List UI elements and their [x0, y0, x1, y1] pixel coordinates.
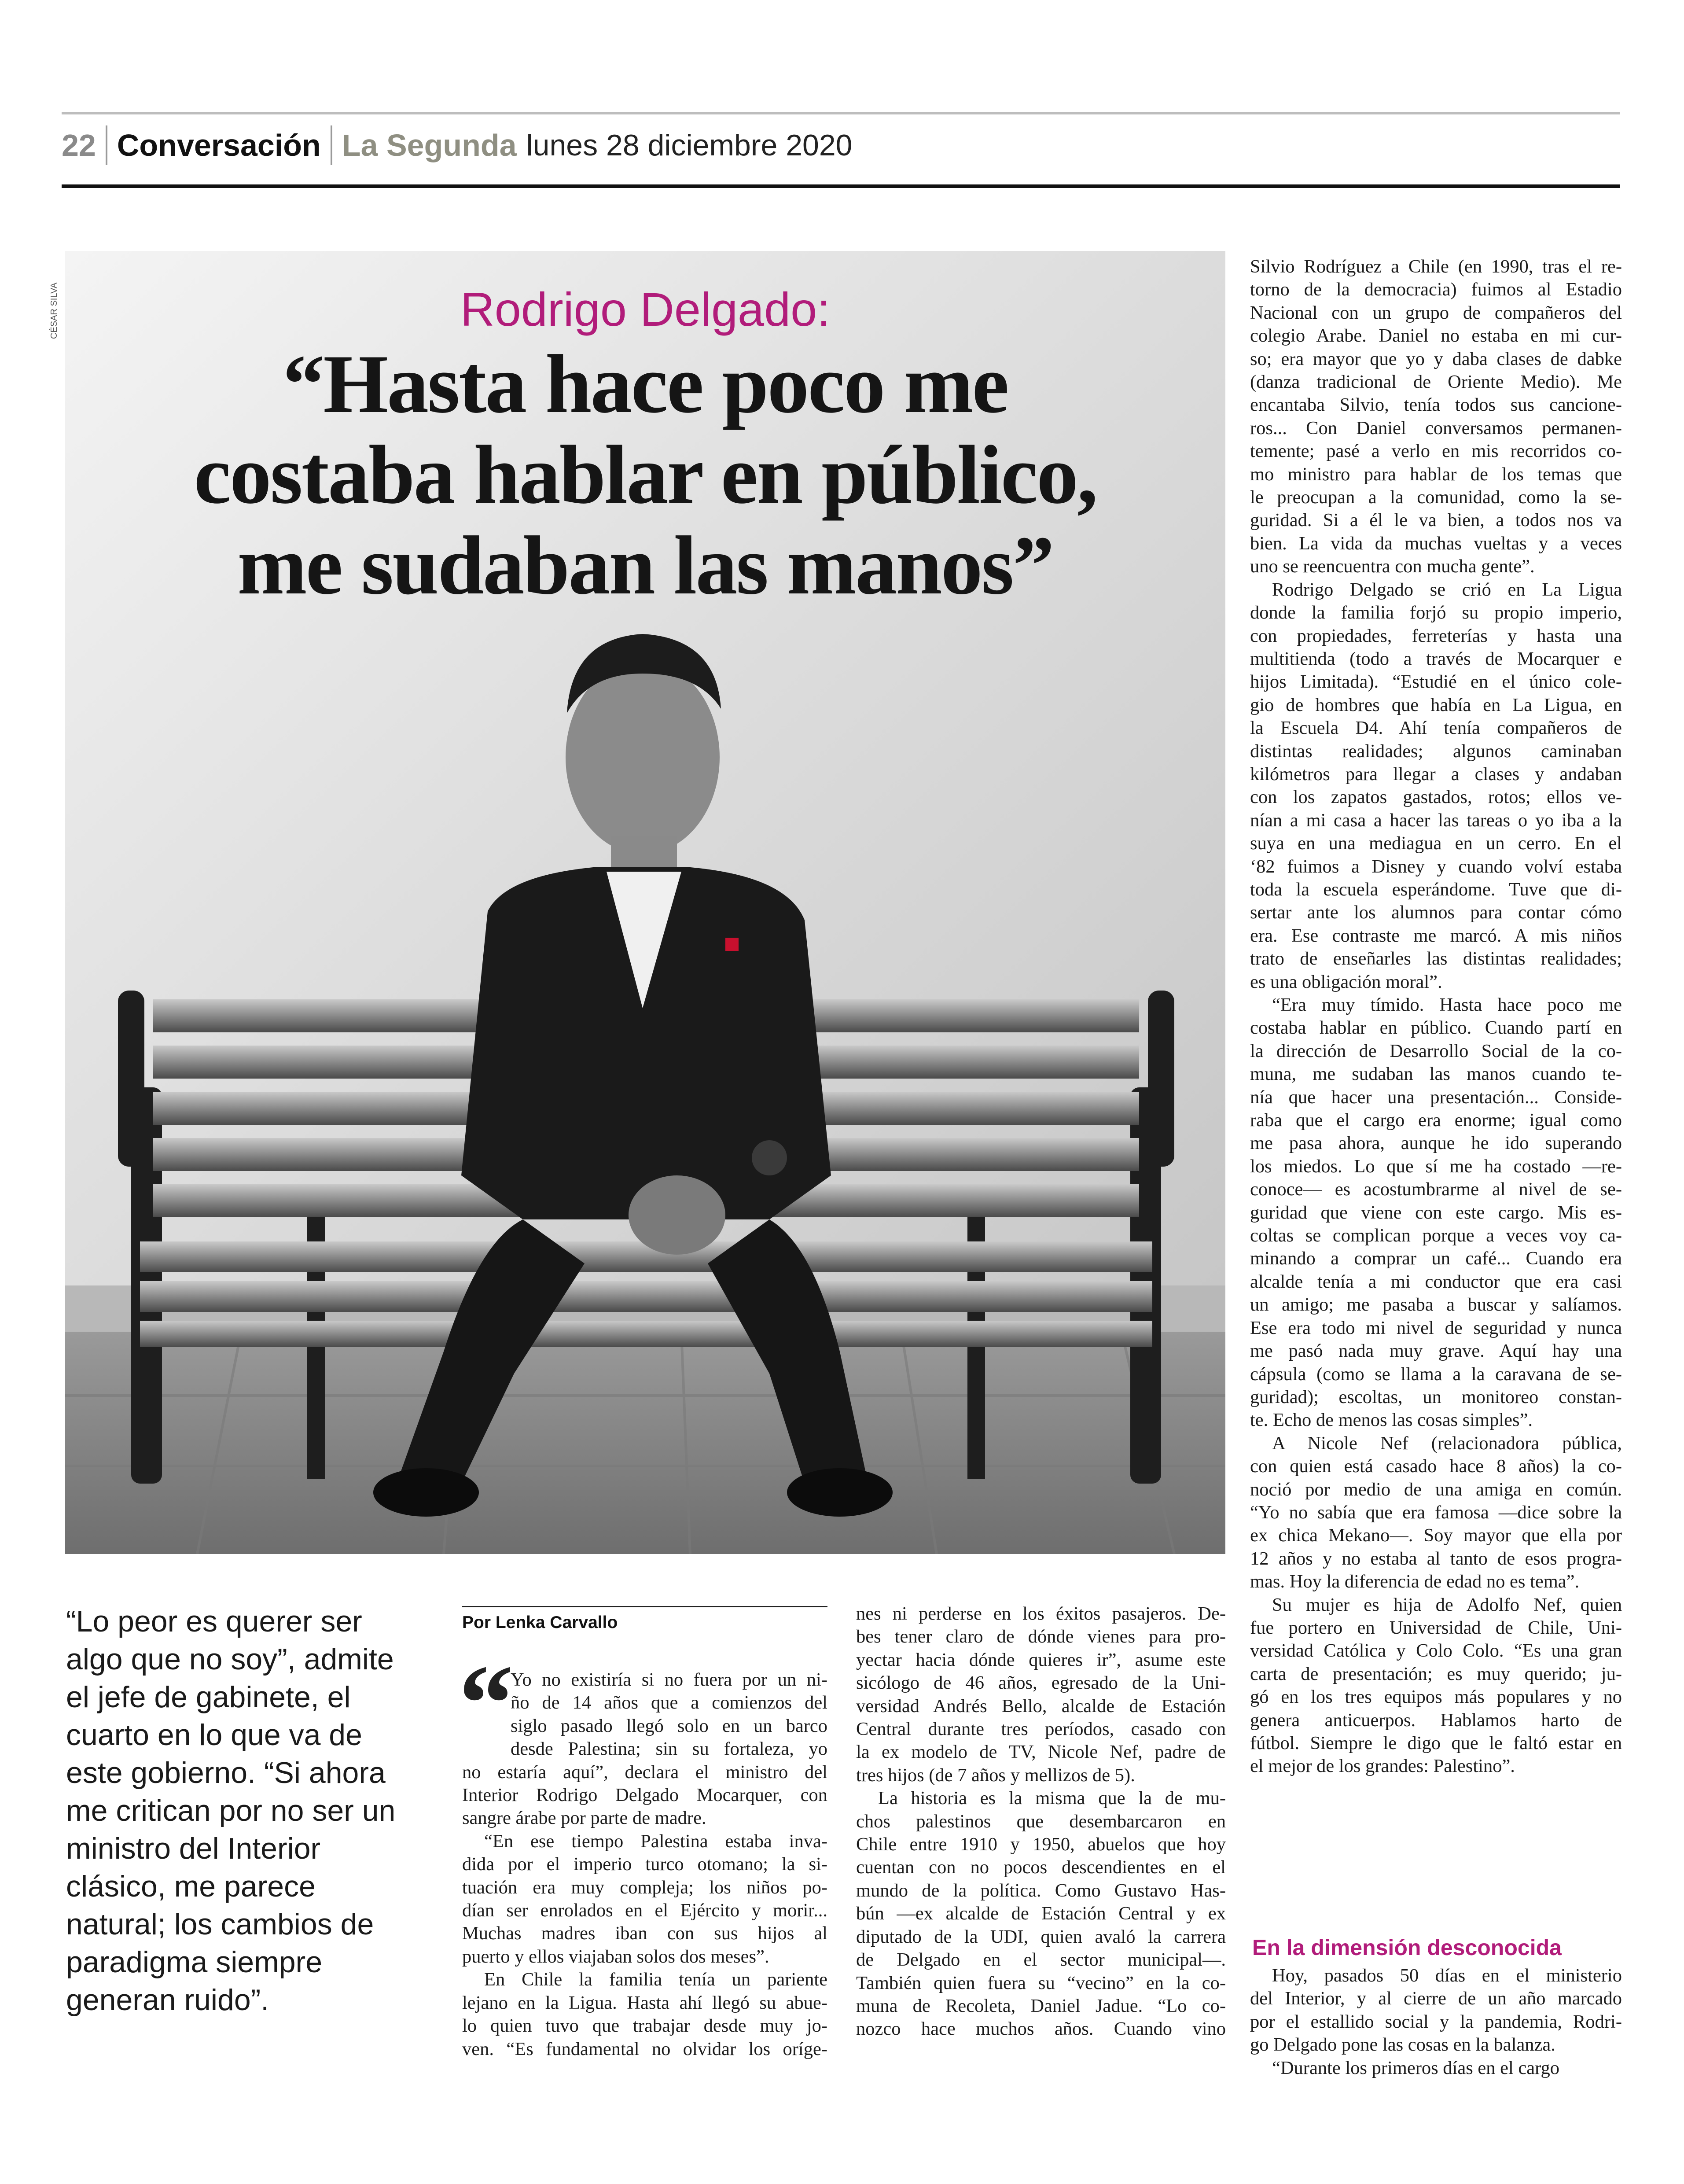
- text-line: “Era muy tímido. Hasta hace poco me: [1272, 994, 1622, 1015]
- text-line: nozco hace muchos años. Cuando vino: [856, 2018, 1226, 2040]
- text-line: carta de presentación; es muy querido; ju-: [1250, 1663, 1622, 1684]
- text-line: le preocupan a la comunidad, como la se-: [1250, 487, 1622, 508]
- pull-quote-line: paradigma siempre: [66, 1945, 323, 1979]
- text-line: “En ese tiempo Palestina estaba inva-: [484, 1830, 827, 1852]
- text-line: de Delgado en el sector municipal—.: [856, 1949, 1226, 1970]
- text-line: sangre árabe por parte de madre.: [462, 1808, 706, 1829]
- text-line: me pasa ahora, aunque he ido superando: [1250, 1133, 1622, 1154]
- text-line: tres hijos (de 7 años y mellizos de 5).: [856, 1764, 1135, 1786]
- text-line: dían ser enrolados en el Ejército y morir...: [462, 1900, 827, 1921]
- headline-line: costaba hablar en público,: [194, 429, 1097, 521]
- pull-quote-line: generan ruido”.: [66, 1983, 269, 2017]
- text-line: raba que el cargo era enorme; igual como: [1250, 1110, 1622, 1131]
- text-line: go Delgado pone las cosas en la balanza.: [1250, 2034, 1555, 2055]
- text-line: Hoy, pasados 50 días en el ministerio: [1272, 1965, 1622, 1986]
- text-line: guridad que viene con este cargo. Mis es-: [1250, 1202, 1622, 1223]
- text-line: con propiedades, ferreterías y hasta una: [1250, 625, 1622, 646]
- pull-quote-line: cuarto en lo que va de: [66, 1718, 362, 1752]
- text-line: los miedos. Lo que sí me ha costado —re-: [1250, 1156, 1622, 1177]
- pull-quote-line: este gobierno. “Si ahora: [66, 1756, 386, 1790]
- article-subhead: En la dimensión desconocida: [1252, 1935, 1562, 1960]
- article-column-1: [462, 1668, 827, 2061]
- text-line: ven. “Es fundamental no olvidar los oríge-: [462, 2038, 827, 2059]
- text-line: Ese era todo mi nivel de seguridad y nunca: [1250, 1317, 1622, 1338]
- pull-quote-line: “Lo peor es querer ser: [66, 1605, 362, 1638]
- text-line: toda la escuela esperándome. Tuve que di-: [1250, 879, 1622, 900]
- text-line: mundo de la política. Como Gustavo Has-: [856, 1880, 1226, 1901]
- text-line: ño de 14 años que a comienzos del: [511, 1692, 827, 1713]
- text-line: (danza tradicional de Oriente Medio). Me: [1250, 372, 1622, 393]
- text-line: distintas realidades; algunos caminaban: [1250, 740, 1622, 762]
- header-top-rule: [62, 112, 1620, 114]
- text-line: guridad); escoltas, un monitoreo constan-: [1250, 1386, 1622, 1407]
- text-line: torno de la democracia) fuimos al Estadio: [1250, 279, 1622, 300]
- text-line: Central durante tres períodos, casado con: [856, 1719, 1226, 1740]
- text-line: Rodrigo Delgado se crió en La Ligua: [1272, 579, 1622, 600]
- text-line: siglo pasado llegó solo en un barco: [511, 1715, 827, 1736]
- text-line: trato de enseñarles las distintas realidades;: [1250, 948, 1622, 969]
- text-line: noció por medio de una amiga en común.: [1250, 1479, 1622, 1500]
- text-line: un amigo; me pasaba a buscar y salíamos.: [1250, 1294, 1622, 1315]
- pull-quote: [66, 1602, 427, 2019]
- newspaper-name: La Segunda: [342, 128, 517, 162]
- text-line: versidad Andrés Bello, alcalde de Estación: [856, 1695, 1226, 1716]
- headline-line: me sudaban las manos”: [237, 519, 1053, 612]
- text-line: temente; pasé a verlo en mis recorridos co-: [1250, 441, 1622, 462]
- text-line: donde la familia forjó su propio imperio,: [1250, 602, 1622, 623]
- text-line: cápsula (como se llama a la caravana de se-: [1250, 1363, 1622, 1385]
- text-line: dida por el imperio turco otomano; la si-: [462, 1854, 827, 1875]
- text-line: costaba hablar en público. Cuando partí en: [1250, 1017, 1622, 1039]
- text-line: puerto y ellos viajaban solos dos meses”.: [462, 1946, 769, 1967]
- text-line: con quien está casado hace 8 años) la co-: [1250, 1456, 1622, 1477]
- headline: [65, 339, 1225, 611]
- pull-quote-line: me critican por no ser un: [66, 1794, 396, 1827]
- text-line: era. Ese contraste me marcó. A mis niños: [1250, 925, 1622, 946]
- text-line: Su mujer es hija de Adolfo Nef, quien: [1272, 1594, 1622, 1615]
- text-line: gó en los tres equipos más populares y no: [1250, 1687, 1622, 1708]
- text-line: con los zapatos gastados, rotos; ellos ve-: [1250, 787, 1622, 808]
- article-column-3: [1250, 255, 1622, 1778]
- text-line: muna de Recoleta, Daniel Jadue. “Lo co-: [856, 1995, 1226, 2016]
- article-column-2: [856, 1602, 1226, 2041]
- text-line: muna, me sudaban las manos cuando te-: [1250, 1064, 1622, 1085]
- text-line: so; era mayor que yo y daba clases de dabke: [1250, 348, 1622, 369]
- text-line: En Chile la familia tenía un pariente: [484, 1969, 827, 1990]
- text-line: También quien fuera su “vecino” en la co-: [856, 1972, 1226, 1993]
- text-line: mo ministro para hablar de los temas que: [1250, 464, 1622, 485]
- pull-quote-line: ministro del Interior: [66, 1832, 321, 1865]
- text-line: “Durante los primeros días en el cargo: [1272, 2057, 1560, 2078]
- text-line: A Nicole Nef (relacionadora pública,: [1272, 1433, 1622, 1454]
- text-line: el mejor de los grandes: Palestino”.: [1250, 1756, 1515, 1777]
- text-line: bien. La vida da muchas vueltas y a veces: [1250, 533, 1622, 554]
- text-line: encantaba Silvio, tenía todos sus cancione-: [1250, 394, 1622, 416]
- text-line: Yo no existiría si no fuera por un ni-: [511, 1669, 827, 1690]
- header-bottom-rule: [62, 184, 1620, 188]
- text-line: me pasó nada muy grave. Aquí hay una: [1250, 1341, 1622, 1362]
- text-line: uno se reencuentra con mucha gente”.: [1250, 556, 1535, 577]
- text-line: chos palestinos que desembarcaron en: [856, 1811, 1226, 1832]
- text-line: Muchas madres iban con sus hijos al: [462, 1923, 827, 1944]
- text-line: yectar hacia dónde quieres ir”, asume este: [856, 1649, 1226, 1670]
- text-line: bes tener claro de dónde vienes para pro-: [856, 1626, 1226, 1647]
- headline-line: “Hasta hace poco me: [283, 338, 1008, 431]
- text-line: mas. Hoy la diferencia de edad no es tema”.: [1250, 1571, 1580, 1592]
- floor: [65, 1332, 1225, 1554]
- text-line: fue portero en Universidad de Chile, Uni-: [1250, 1617, 1622, 1638]
- header-divider: [106, 125, 107, 165]
- text-line: la ex modelo de TV, Nicole Nef, padre de: [856, 1742, 1226, 1763]
- text-line: bún —ex alcalde de Estación Central y ex: [856, 1903, 1226, 1924]
- drop-quote-mark: “: [459, 1643, 514, 1764]
- pull-quote-line: clásico, me parece: [66, 1870, 316, 1903]
- text-line: lo quien tuvo que trabajar desde muy jo-: [462, 2015, 827, 2037]
- text-line: multitienda (todo a través de Mocarquer e: [1250, 648, 1622, 669]
- text-line: hijos Limitada). “Estudié en el único cole-: [1250, 671, 1622, 692]
- text-line: cuentan con no pocos descendientes en el: [856, 1857, 1226, 1878]
- text-line: ‘82 fuimos a Disney y cuando volví estaba: [1250, 856, 1622, 877]
- headline-kicker: Rodrigo Delgado:: [460, 283, 831, 336]
- text-line: nes ni perderse en los éxitos pasajeros. De-: [856, 1603, 1226, 1624]
- text-line: La historia es la misma que la de mu-: [878, 1788, 1226, 1809]
- photo-credit: CÉSAR SILVA: [49, 282, 59, 339]
- pull-quote-line: natural; los cambios de: [66, 1908, 374, 1941]
- header-divider: [331, 125, 332, 165]
- text-line: nía que hacer una presentación... Conside-: [1250, 1086, 1622, 1108]
- bench-seat: [140, 1241, 1152, 1347]
- issue-date: lunes 28 diciembre 2020: [526, 129, 853, 162]
- text-line: alcalde tenía a mi conductor que era casi: [1250, 1271, 1622, 1292]
- article-column-3-continued: [1250, 1964, 1622, 2080]
- text-line: sicólogo de 46 años, egresado de la Uni-: [856, 1672, 1226, 1694]
- text-line: Silvio Rodríguez a Chile (en 1990, tras el re-: [1250, 256, 1622, 277]
- text-line: 12 años y no estaba al tanto de esos progra-: [1250, 1548, 1622, 1569]
- text-line: ex chica Mekano—. Soy mayor que ella por: [1250, 1525, 1622, 1546]
- text-line: ros... Con Daniel conversamos permanen-: [1250, 417, 1622, 438]
- byline-rule: [462, 1606, 827, 1607]
- text-line: genera anticuerpos. Hablamos harto de: [1250, 1709, 1622, 1731]
- text-line: coltas se complican porque a veces voy ca-: [1250, 1225, 1622, 1246]
- text-line: minando a comprar un café... Cuando era: [1250, 1248, 1622, 1269]
- text-line: por el estallido social y la pandemia, Rodri-: [1250, 2011, 1622, 2032]
- text-line: sertar ante los alumnos para contar cómo: [1250, 902, 1622, 923]
- page-header: [62, 112, 1620, 178]
- text-line: no estaría aquí”, declara el ministro del: [462, 1761, 827, 1783]
- text-line: colegio Arabe. Daniel no estaba en mi cur-: [1250, 325, 1622, 346]
- text-line: la dirección de Desarrollo Social de la co-: [1250, 1040, 1622, 1061]
- text-line: desde Palestina; sin su fortaleza, yo: [511, 1738, 827, 1760]
- text-line: versidad Católica y Colo Colo. “Es una gran: [1250, 1640, 1622, 1661]
- text-line: Interior Rodrigo Delgado Mocarquer, con: [462, 1785, 827, 1806]
- text-line: diputado de la UDI, quien avaló la carrera: [856, 1926, 1226, 1947]
- text-line: fútbol. Siempre le digo que le faltó estar en: [1250, 1733, 1622, 1753]
- text-line: gio de hombres que había en La Ligua, en: [1250, 694, 1622, 715]
- text-line: lejano en la Ligua. Hasta ahí llegó su abue-: [462, 1992, 827, 2013]
- text-line: del Interior, y al cierre de un año marcado: [1250, 1988, 1622, 2009]
- text-line: Chile entre 1910 y 1950, abuelos que hoy: [856, 1834, 1226, 1855]
- text-line: kilómetros para llegar a clases y andaban: [1250, 763, 1622, 784]
- pull-quote-line: el jefe de gabinete, el: [66, 1680, 351, 1714]
- text-line: nían a mi casa a hacer las tareas o yo iba a la: [1250, 810, 1622, 831]
- text-line: suya en una mediagua en un cerro. En el: [1250, 833, 1622, 854]
- text-line: conoce— es acostumbrarme al nivel de se-: [1250, 1179, 1622, 1200]
- text-line: guridad. Si a él le va bien, a todos nos va: [1250, 510, 1622, 531]
- section-name: Conversación: [117, 128, 321, 162]
- text-line: tuación era muy compleja; los niños po-: [462, 1877, 827, 1898]
- text-line: te. Echo de menos las cosas simples”.: [1250, 1410, 1533, 1431]
- page-number: 22: [62, 128, 96, 162]
- text-line: la Escuela D4. Ahí tenía compañeros de: [1250, 718, 1622, 739]
- pull-quote-line: algo que no soy”, admite: [66, 1643, 394, 1676]
- text-line: Nacional con un grupo de compañeros del: [1250, 302, 1622, 323]
- byline: Por Lenka Carvallo: [462, 1613, 618, 1632]
- text-line: “Yo no sabía que era famosa —dice sobre la: [1250, 1502, 1622, 1523]
- text-line: es una obligación moral”.: [1250, 971, 1442, 992]
